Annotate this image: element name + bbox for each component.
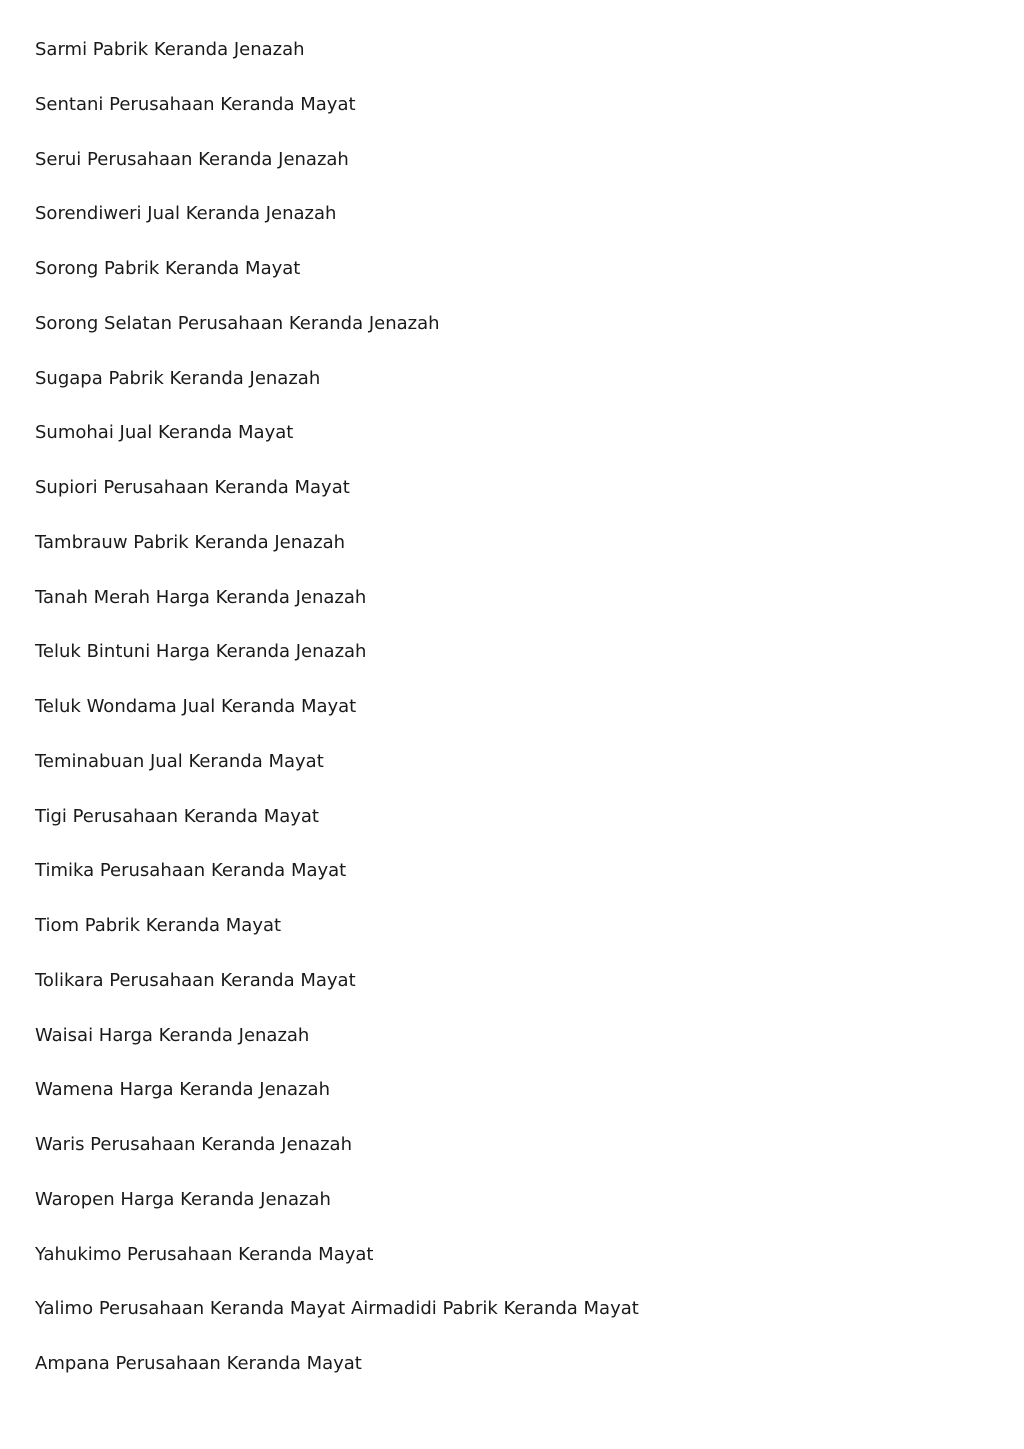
text-line: Ampana Perusahaan Keranda Mayat: [35, 1353, 362, 1374]
text-line: Waisai Harga Keranda Jenazah: [35, 1024, 310, 1046]
text-line: Sorendiweri Jual Keranda Jenazah: [35, 203, 337, 225]
text-line: Tigi Perusahaan Keranda Mayat: [35, 805, 319, 827]
text-line: Sorong Pabrik Keranda Mayat: [35, 258, 301, 279]
text-line: Sugapa Pabrik Keranda Jenazah: [35, 367, 321, 389]
text-line: Tiom Pabrik Keranda Mayat: [35, 915, 282, 936]
text-line: Sarmi Pabrik Keranda Jenazah: [35, 39, 305, 60]
text-line: Teluk Wondama Jual Keranda Mayat: [35, 696, 357, 717]
text-line: Waropen Harga Keranda Jenazah: [35, 1188, 331, 1210]
text-line: Teminabuan Jual Keranda Mayat: [35, 750, 324, 772]
text-line: Tambrauw Pabrik Keranda Jenazah: [35, 531, 346, 553]
text-line: Sentani Perusahaan Keranda Mayat: [35, 93, 356, 115]
text-line: Sumohai Jual Keranda Mayat: [35, 422, 294, 444]
text-line: Tanah Merah Harga Keranda Jenazah: [35, 586, 367, 608]
text-line: Timika Perusahaan Keranda Mayat: [35, 860, 347, 882]
text-line: Supiori Perusahaan Keranda Mayat: [35, 477, 350, 498]
text-line: Teluk Bintuni Harga Keranda Jenazah: [35, 641, 367, 663]
text-line: Waris Perusahaan Keranda Jenazah: [35, 1134, 352, 1155]
text-line: Yalimo Perusahaan Keranda Mayat Airmadidi Pabrik Keranda Mayat: [35, 1298, 639, 1320]
text-line: Sorong Selatan Perusahaan Keranda Jenazah: [35, 312, 440, 334]
text-line: Wamena Harga Keranda Jenazah: [35, 1079, 330, 1101]
text-line-list: [35, 38, 995, 1407]
text-line: Tolikara Perusahaan Keranda Mayat: [35, 969, 356, 991]
text-line: Serui Perusahaan Keranda Jenazah: [35, 148, 349, 170]
text-line: Yahukimo Perusahaan Keranda Mayat: [35, 1243, 374, 1265]
